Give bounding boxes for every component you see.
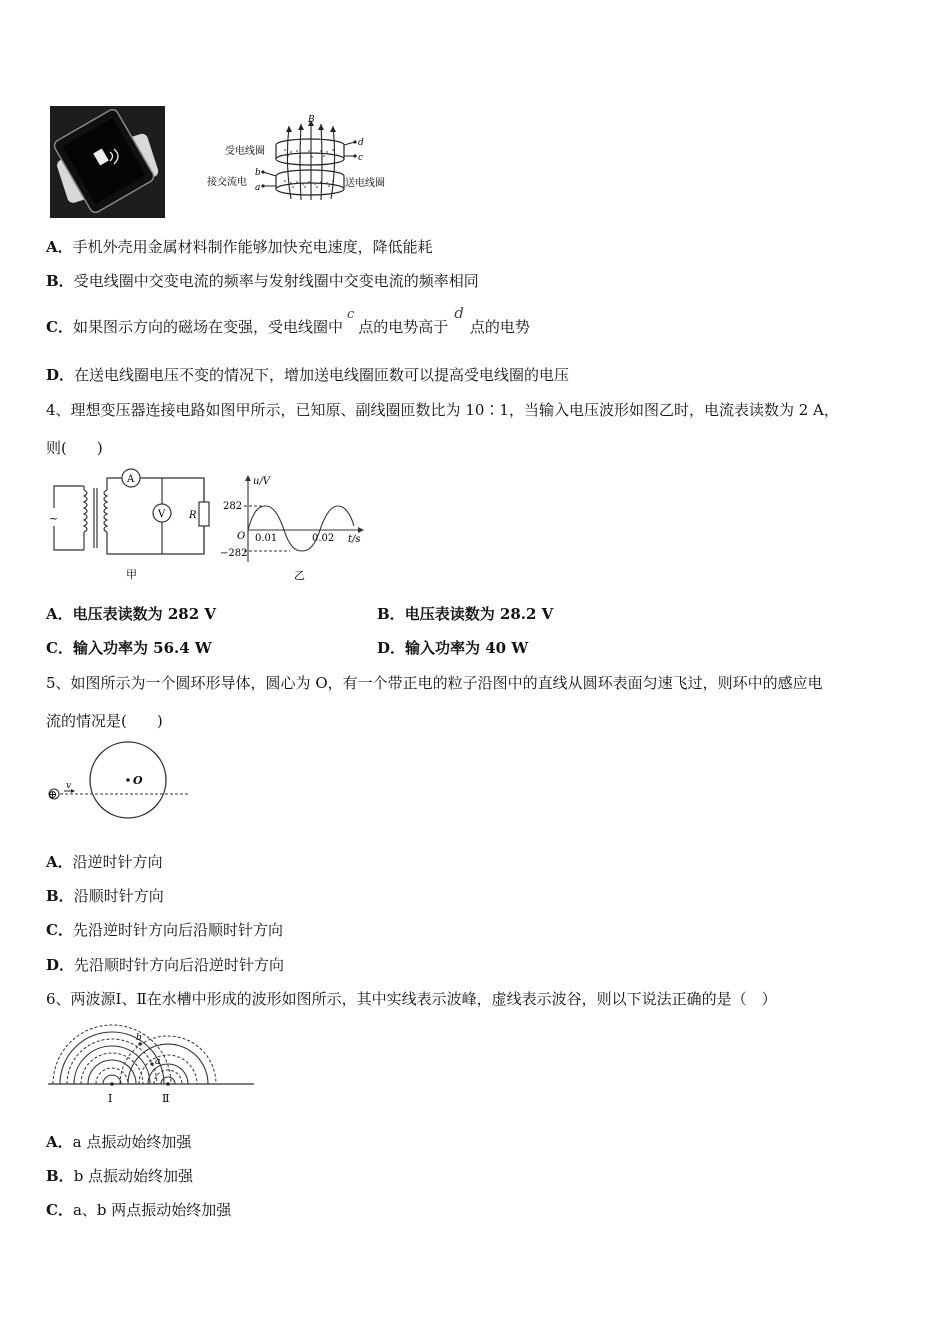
wave-interference-figure: [44, 1016, 259, 1108]
label-d: d: [358, 138, 364, 148]
q5-option-d[interactable]: [46, 954, 284, 975]
q4-option-c[interactable]: [46, 637, 212, 658]
q5-option-a[interactable]: [46, 851, 163, 872]
t2-label: 0.02: [312, 533, 335, 544]
option-text: 先沿逆时针方向后沿顺时针方向: [72, 921, 283, 939]
q4-option-b[interactable]: [377, 603, 553, 624]
ammeter-label: A: [127, 474, 135, 485]
velocity-label: v: [66, 781, 72, 791]
option-text: 手机外壳用金属材料制作能够加快充电速度，降低能耗: [72, 238, 433, 256]
q5-stem-line2: 流的情况是( ): [46, 712, 163, 730]
q5-stem-line1: 5、如图所示为一个圆环形导体，圆心为 O，有一个带正电的粒子沿图中的直线从圆环表面匀速飞过，则环中的感应电: [46, 674, 823, 692]
option-text: 电压表读数为 28.2 V: [404, 605, 554, 623]
q6-option-c[interactable]: [46, 1199, 231, 1220]
q4-option-d[interactable]: [377, 637, 528, 658]
option-letter: A．: [46, 853, 73, 871]
caption-yi: 乙: [294, 569, 305, 582]
q5-option-c[interactable]: [46, 919, 283, 940]
option-letter: D．: [46, 956, 75, 974]
point-b-label: b: [136, 1033, 142, 1043]
option-letter: C．: [46, 1201, 73, 1219]
q4-option-a[interactable]: [46, 603, 216, 624]
option-text: 先沿顺时针方向后沿逆时针方向: [74, 956, 285, 974]
option-text: 在送电线圈电压不变的情况下，增加送电线圈匝数可以提高受电线圈的电压: [74, 366, 570, 384]
option-text: b 点振动始终加强: [73, 1167, 194, 1185]
label-send-coil: 送电线圈: [345, 178, 385, 189]
x-axis-label: t/s: [348, 534, 361, 545]
source-1-label: Ⅰ: [108, 1092, 113, 1105]
phone-charger-photo: [50, 106, 165, 218]
option-text: 输入功率为 56.4 W: [72, 639, 212, 657]
option-text-mid: 点的电势高于: [358, 318, 449, 336]
origin-label: O: [237, 531, 246, 542]
ring-conductor-figure: [44, 738, 194, 822]
option-letter: D．: [46, 366, 75, 384]
option-letter: B．: [46, 887, 74, 905]
point-a-label: a: [155, 1057, 161, 1067]
positive-charge: ⊕: [48, 788, 58, 801]
label-c: c: [358, 153, 364, 163]
option-letter: A．: [46, 605, 73, 623]
q6-option-a[interactable]: [46, 1131, 191, 1152]
q6-option-b[interactable]: [46, 1165, 193, 1186]
coil-diagram: [205, 114, 395, 204]
center-label: O: [133, 774, 143, 787]
transformer-circuit: [44, 466, 219, 586]
q6-stem: 6、两波源Ⅰ、Ⅱ在水槽中形成的波形如图所示，其中实线表示波峰，虚线表示波谷，则以下说法正确的是（ ）: [46, 990, 777, 1008]
q3-option-b[interactable]: [46, 270, 479, 291]
option-letter: B．: [46, 272, 74, 290]
voltage-waveform: [220, 472, 370, 584]
y-min-label: −282: [220, 548, 248, 559]
option-text: 沿顺时针方向: [73, 887, 164, 905]
option-text: 沿逆时针方向: [72, 853, 163, 871]
option-letter: C．: [46, 921, 73, 939]
label-B: B: [308, 115, 315, 125]
option-letter: C．: [46, 318, 73, 336]
option-letter: D．: [377, 639, 406, 657]
voltmeter-label: V: [158, 509, 166, 520]
y-max-label: 282: [223, 501, 243, 512]
q3-option-c[interactable]: [46, 304, 530, 337]
symbol-c: c: [346, 307, 355, 322]
y-axis-label: u/V: [253, 476, 271, 487]
option-letter: B．: [377, 605, 405, 623]
phone-charger-drawing: [50, 106, 165, 218]
q4-stem-line1: 4、理想变压器连接电路如图甲所示，已知原、副线圈匝数比为 10∶1，当输入电压波形如图乙时，电流表读数为 2 A，: [46, 401, 839, 419]
label-b: b: [255, 168, 261, 178]
label-a: a: [255, 183, 261, 193]
q3-option-a[interactable]: [46, 236, 433, 257]
option-text: a 点振动始终加强: [72, 1133, 192, 1151]
q3-option-d[interactable]: [46, 364, 569, 385]
q4-stem-line2: 则( ): [46, 439, 103, 457]
option-letter: A．: [46, 1133, 73, 1151]
ac-source-symbol: ~: [49, 512, 59, 525]
option-text: 输入功率为 40 W: [405, 639, 529, 657]
label-receive-coil: 受电线圈: [225, 146, 265, 157]
caption-jia: 甲: [126, 568, 137, 581]
option-text: 电压表读数为 282 V: [72, 605, 217, 623]
q5-option-b[interactable]: [46, 885, 164, 906]
label-ac-input: 接交流电: [207, 177, 247, 188]
option-letter: B．: [46, 1167, 74, 1185]
option-text: 受电线圈中交变电流的频率与发射线圈中交变电流的频率相同: [73, 272, 479, 290]
option-letter: C．: [46, 639, 73, 657]
resistor-label: R: [189, 510, 197, 521]
source-2-label: Ⅱ: [162, 1092, 170, 1105]
option-text: a、b 两点振动始终加强: [72, 1201, 232, 1219]
option-text-post: 点的电势: [469, 318, 530, 336]
option-text-pre: 如果图示方向的磁场在变强，受电线圈中: [72, 318, 343, 336]
t1-label: 0.01: [255, 533, 278, 544]
option-letter: A．: [46, 238, 73, 256]
symbol-d: d: [454, 304, 464, 322]
